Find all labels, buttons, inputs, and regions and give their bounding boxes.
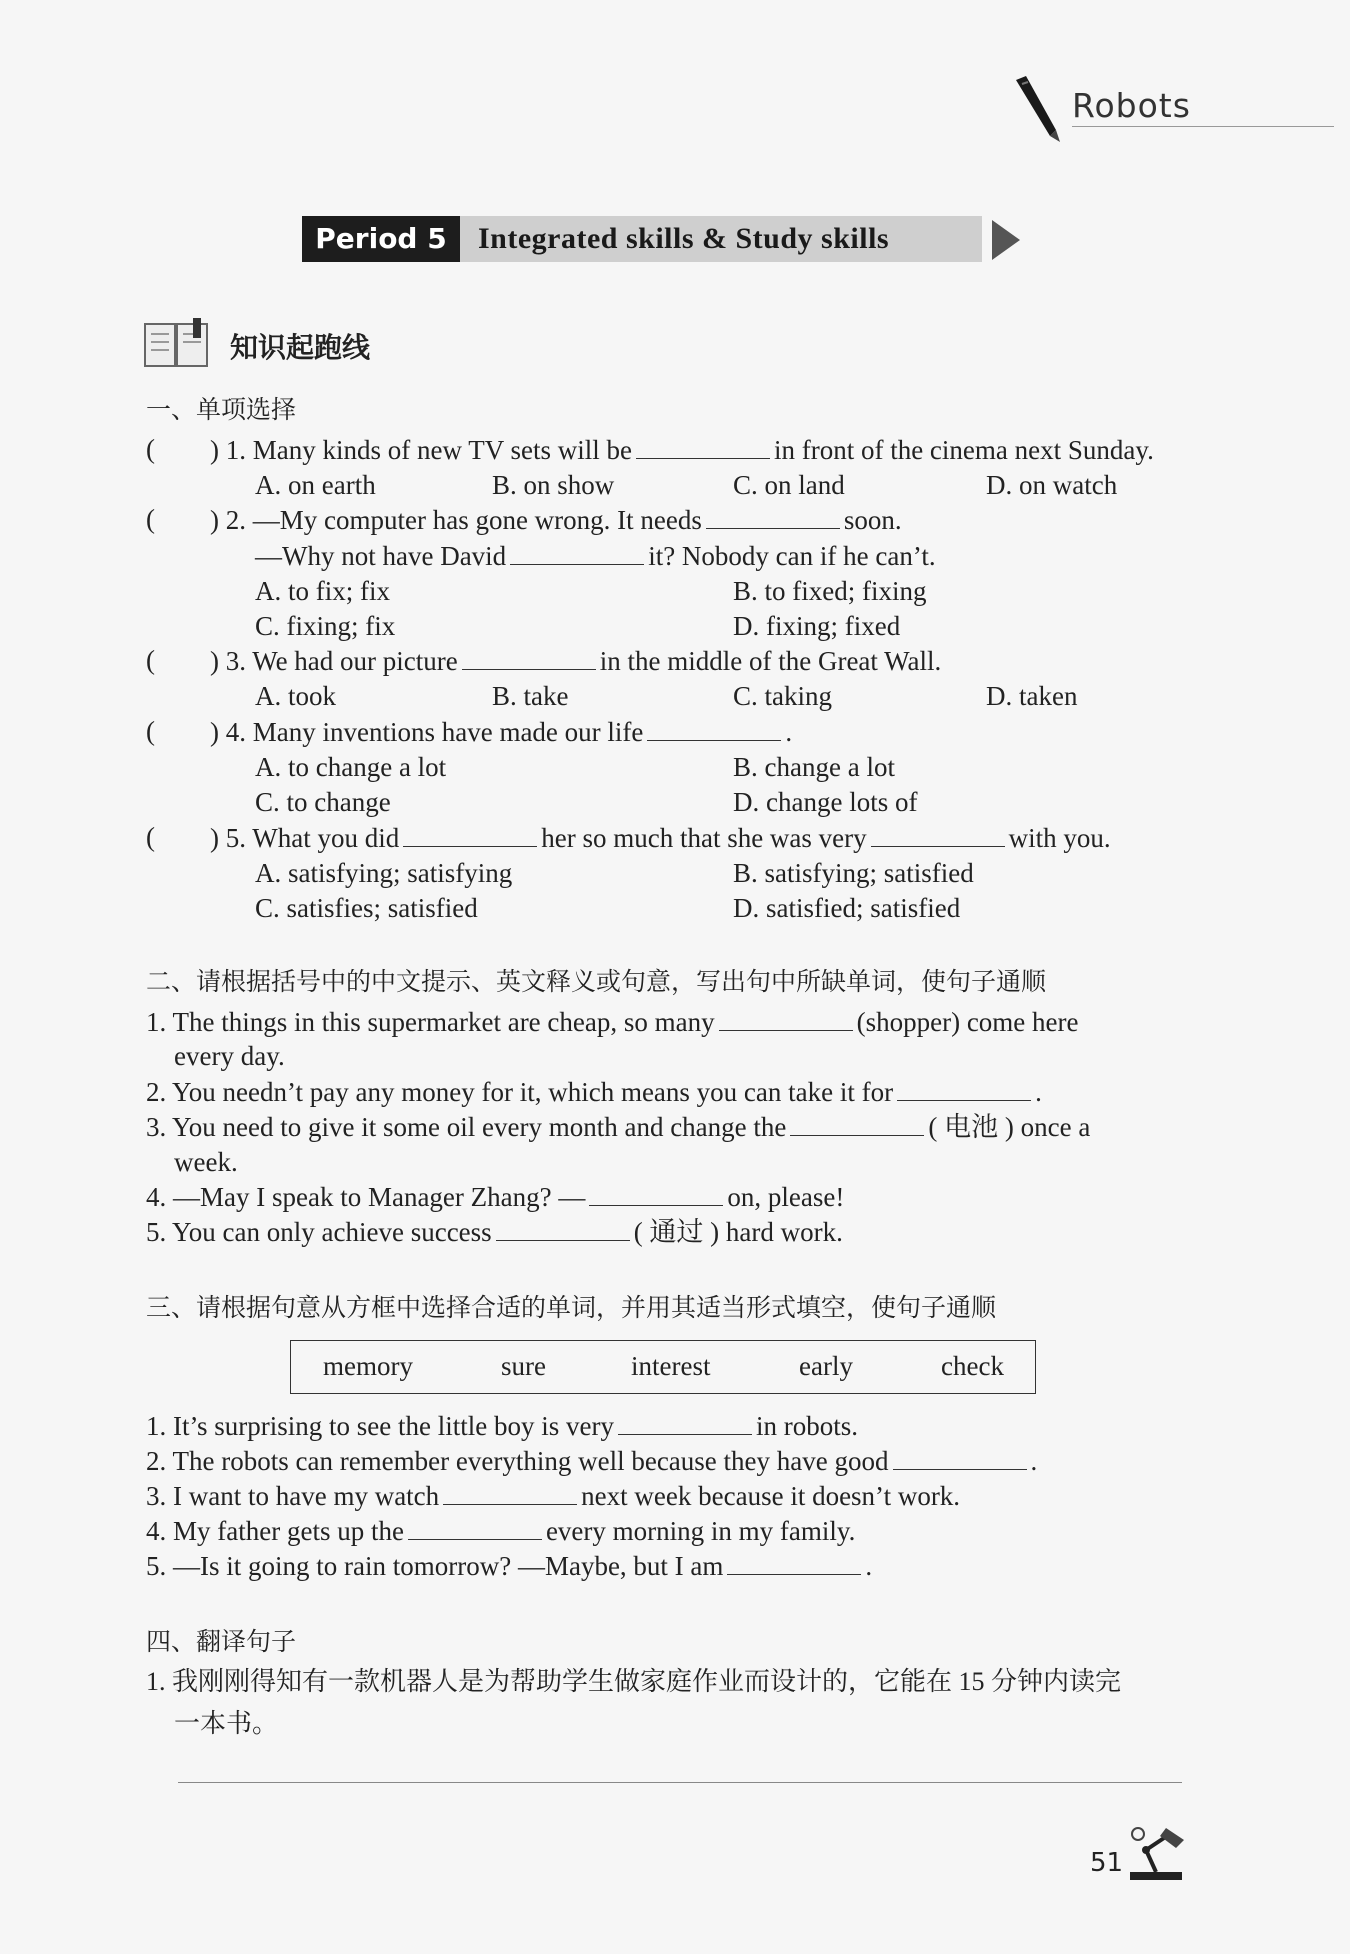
answer-paren: ( bbox=[146, 822, 155, 852]
answer-blank[interactable] bbox=[618, 1412, 752, 1435]
option: A. satisfying; satisfying bbox=[255, 858, 513, 888]
header-title: Robots bbox=[1072, 86, 1191, 125]
option: C. taking bbox=[733, 681, 832, 711]
part2-question-1: 1. The things in this supermarket are cheap, so many (shopper) come here bbox=[146, 1007, 1079, 1037]
part4-question-1: 1. 我刚刚得知有一款机器人是为帮助学生做家庭作业而设计的，它能在 15 分钟内读完 bbox=[146, 1667, 1122, 1696]
word-choice: early bbox=[799, 1351, 853, 1381]
word-choice: check bbox=[941, 1351, 1004, 1381]
question-2: ) 2. —My computer has gone wrong. It needs soon. bbox=[210, 505, 902, 535]
question-1: ) 1. Many kinds of new TV sets will be in front of the cinema next Sunday. bbox=[210, 435, 1154, 465]
answer-blank[interactable] bbox=[897, 1078, 1031, 1101]
question-5: ) 5. What you did her so much that she was very with you. bbox=[210, 823, 1111, 853]
option: C. on land bbox=[733, 470, 845, 500]
part2-question-5: 5. You can only achieve success ( 通过 ) hard work. bbox=[146, 1217, 843, 1247]
section-heading: 知识起跑线 bbox=[230, 331, 371, 364]
answer-blank[interactable] bbox=[408, 1517, 542, 1540]
option: B. change a lot bbox=[733, 752, 895, 782]
option: D. change lots of bbox=[733, 787, 918, 817]
answer-paren: ( bbox=[146, 434, 155, 464]
word-choice: sure bbox=[501, 1351, 546, 1381]
option: C. fixing; fix bbox=[255, 611, 396, 641]
pen-icon bbox=[1010, 74, 1068, 149]
option: D. taken bbox=[986, 681, 1078, 711]
answer-blank[interactable] bbox=[510, 542, 644, 565]
part2-question-2: 2. You needn’t pay any money for it, which means you can take it for . bbox=[146, 1077, 1042, 1107]
part2-title: 二、请根据括号中的中文提示、英文释义或句意，写出句中所缺单词，使句子通顺 bbox=[146, 967, 1047, 996]
word-box bbox=[290, 1340, 1036, 1394]
option: D. fixing; fixed bbox=[733, 611, 901, 641]
banner-period: Period 5 bbox=[302, 216, 460, 262]
part3-question-5: 5. —Is it going to rain tomorrow? —Maybe, but I am . bbox=[146, 1551, 873, 1581]
question-2-line2: —Why not have David it? Nobody can if he can’t. bbox=[255, 541, 936, 571]
option: C. satisfies; satisfied bbox=[255, 893, 478, 923]
answer-blank[interactable] bbox=[403, 824, 537, 847]
answer-blank[interactable] bbox=[727, 1552, 861, 1575]
part4-question-1-cont: 一本书。 bbox=[174, 1709, 279, 1738]
option: B. satisfying; satisfied bbox=[733, 858, 974, 888]
option: D. on watch bbox=[986, 470, 1118, 500]
robot-lamp-icon bbox=[1126, 1820, 1190, 1887]
answer-blank[interactable] bbox=[706, 506, 840, 529]
answer-blank[interactable] bbox=[790, 1113, 924, 1136]
part3-question-4: 4. My father gets up the every morning in my family. bbox=[146, 1516, 856, 1546]
header-rule bbox=[1072, 126, 1334, 127]
part2-question-1-cont: every day. bbox=[174, 1041, 285, 1071]
banner-title: Integrated skills & Study skills bbox=[460, 216, 982, 262]
option: B. to fixed; fixing bbox=[733, 576, 927, 606]
answer-paren: ( bbox=[146, 645, 155, 675]
book-icon bbox=[143, 318, 213, 375]
answer-paren: ( bbox=[146, 504, 155, 534]
question-4: ) 4. Many inventions have made our life . bbox=[210, 717, 793, 747]
word-choice: interest bbox=[631, 1351, 711, 1381]
answer-blank[interactable] bbox=[871, 824, 1005, 847]
answer-blank[interactable] bbox=[496, 1218, 630, 1241]
answer-line[interactable] bbox=[178, 1782, 1182, 1783]
option: C. to change bbox=[255, 787, 391, 817]
option: A. to fix; fix bbox=[255, 576, 390, 606]
answer-paren: ( bbox=[146, 716, 155, 746]
option: B. take bbox=[492, 681, 569, 711]
part3-question-2: 2. The robots can remember everything well because they have good . bbox=[146, 1446, 1038, 1476]
option: B. on show bbox=[492, 470, 615, 500]
question-3: ) 3. We had our picture in the middle of the Great Wall. bbox=[210, 646, 942, 676]
answer-blank[interactable] bbox=[719, 1008, 853, 1031]
answer-blank[interactable] bbox=[893, 1447, 1027, 1470]
word-choice: memory bbox=[323, 1351, 413, 1381]
answer-blank[interactable] bbox=[636, 436, 770, 459]
answer-blank[interactable] bbox=[462, 647, 596, 670]
part2-question-4: 4. —May I speak to Manager Zhang? — on, please! bbox=[146, 1182, 845, 1212]
part2-question-3: 3. You need to give it some oil every month and change the ( 电池 ) once a bbox=[146, 1112, 1091, 1142]
part1-title: 一、单项选择 bbox=[146, 395, 297, 424]
answer-blank[interactable] bbox=[589, 1183, 723, 1206]
option: A. on earth bbox=[255, 470, 376, 500]
part2-question-3-cont: week. bbox=[174, 1147, 238, 1177]
option: A. to change a lot bbox=[255, 752, 447, 782]
answer-blank[interactable] bbox=[647, 718, 781, 741]
part4-title: 四、翻译句子 bbox=[146, 1627, 297, 1656]
answer-blank[interactable] bbox=[443, 1482, 577, 1505]
option: D. satisfied; satisfied bbox=[733, 893, 961, 923]
option: A. took bbox=[255, 681, 336, 711]
page-number: 51 bbox=[1090, 1848, 1124, 1878]
part3-question-3: 3. I want to have my watch next week because it doesn’t work. bbox=[146, 1481, 961, 1511]
arrow-icon bbox=[990, 218, 1022, 267]
period-banner bbox=[302, 216, 982, 262]
part3-question-1: 1. It’s surprising to see the little boy is very in robots. bbox=[146, 1411, 858, 1441]
part3-title: 三、请根据句意从方框中选择合适的单词，并用其适当形式填空，使句子通顺 bbox=[146, 1293, 997, 1322]
